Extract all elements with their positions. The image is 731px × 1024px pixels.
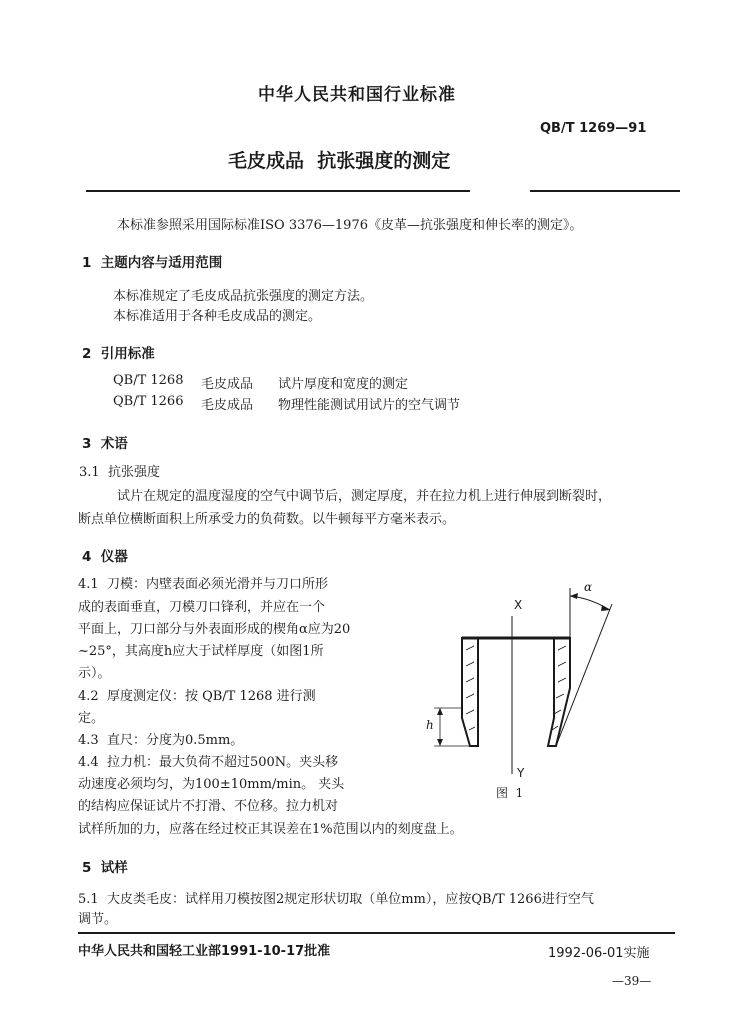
item-4-1-line-2: 成的表面垂直，刀模刀口锋利，并应在一个	[78, 600, 326, 615]
figure-label-y: Y	[517, 766, 525, 780]
item-4-2-line-1: 4.2 厚度测定仪：按 QB/T 1268 进行测	[78, 689, 316, 704]
section-4-heading: 4 仪器	[82, 549, 128, 565]
reference-name: 毛皮成品	[201, 398, 254, 413]
section-5-line-1: 5.1 大皮类毛皮：试样用刀模按图2规定形状切取（单位mm），应按QB/T 1266进行空气	[78, 892, 594, 907]
section-2-heading: 2 引用标准	[82, 346, 155, 362]
reference-desc: 试片厚度和宽度的测定	[278, 377, 409, 392]
item-4-1-line-4: ~25°，其高度h应大于试样厚度（如图1所	[78, 644, 324, 659]
item-4-4-line-1: 4.4 拉力机：最大负荷不超过500N。夹头移	[78, 755, 339, 770]
section-1-line-2: 本标准适用于各种毛皮成品的测定。	[113, 309, 322, 324]
standard-code: QB/T 1269—91	[540, 121, 647, 136]
die-right-wall	[548, 638, 570, 746]
item-4-4-line-2: 动速度必须均匀，为100±10mm/min。 夹头	[78, 777, 345, 792]
agency-title: 中华人民共和国行业标准	[258, 85, 456, 105]
item-4-1-line-3: 平面上，刀口部分与外表面形成的楔角α应为20	[78, 622, 351, 637]
header-rule-gap	[470, 188, 530, 194]
header-rule	[86, 190, 680, 192]
figure-caption: 图 1	[496, 786, 524, 800]
item-4-1-line-5: 示）。	[78, 666, 111, 681]
section-5-heading: 5 试样	[82, 860, 128, 876]
intro-paragraph: 本标准参照采用国际标准ISO 3376—1976《皮革—抗张强度和伸长率的测定》。	[117, 218, 583, 233]
figure-label-alpha: α	[584, 580, 593, 594]
reference-code: QB/T 1268	[113, 373, 184, 388]
section-3-subheading: 3.1 抗张强度	[79, 465, 160, 480]
item-4-1-line-1: 4.1 刀模：内壁表面必须光滑并与刀口所形	[78, 577, 328, 592]
reference-name: 毛皮成品	[201, 377, 254, 392]
section-1-line-1: 本标准规定了毛皮成品抗张强度的测定方法。	[113, 289, 374, 304]
section-3-heading: 3 术语	[82, 436, 128, 452]
section-5-line-2: 调节。	[78, 912, 118, 927]
item-4-2-line-2: 定。	[78, 711, 105, 726]
figure-1	[412, 568, 622, 802]
effective-date: 1992-06-01实施	[548, 946, 650, 961]
figure-label-h: h	[426, 718, 434, 732]
page-number: —39—	[612, 974, 652, 988]
approval-line: 中华人民共和国轻工业部1991-10-17批准	[78, 944, 331, 959]
section-1-heading: 1 主题内容与适用范围	[82, 255, 223, 271]
item-4-4-line-3: 的结构应保证试片不打滑、不位移。拉力机对	[78, 799, 339, 814]
section-3-line-2: 断点单位横断面积上所承受力的负荷数。以牛顿每平方毫米表示。	[78, 512, 456, 527]
footer-rule	[78, 932, 675, 934]
document-title: 毛皮成品 抗张强度的测定	[228, 150, 451, 172]
reference-desc: 物理性能测试用试片的空气调节	[278, 398, 461, 413]
reference-code: QB/T 1266	[113, 394, 184, 409]
figure-label-x: X	[514, 598, 523, 612]
item-4-3: 4.3 直尺：分度为0.5mm。	[78, 733, 244, 748]
section-4-tail: 试样所加的力，应落在经过校正其误差在1%范围以内的刻度盘上。	[78, 822, 463, 837]
section-3-line-1: 试片在规定的温度湿度的空气中调节后，测定厚度，并在拉力机上进行伸展到断裂时，	[117, 489, 612, 504]
